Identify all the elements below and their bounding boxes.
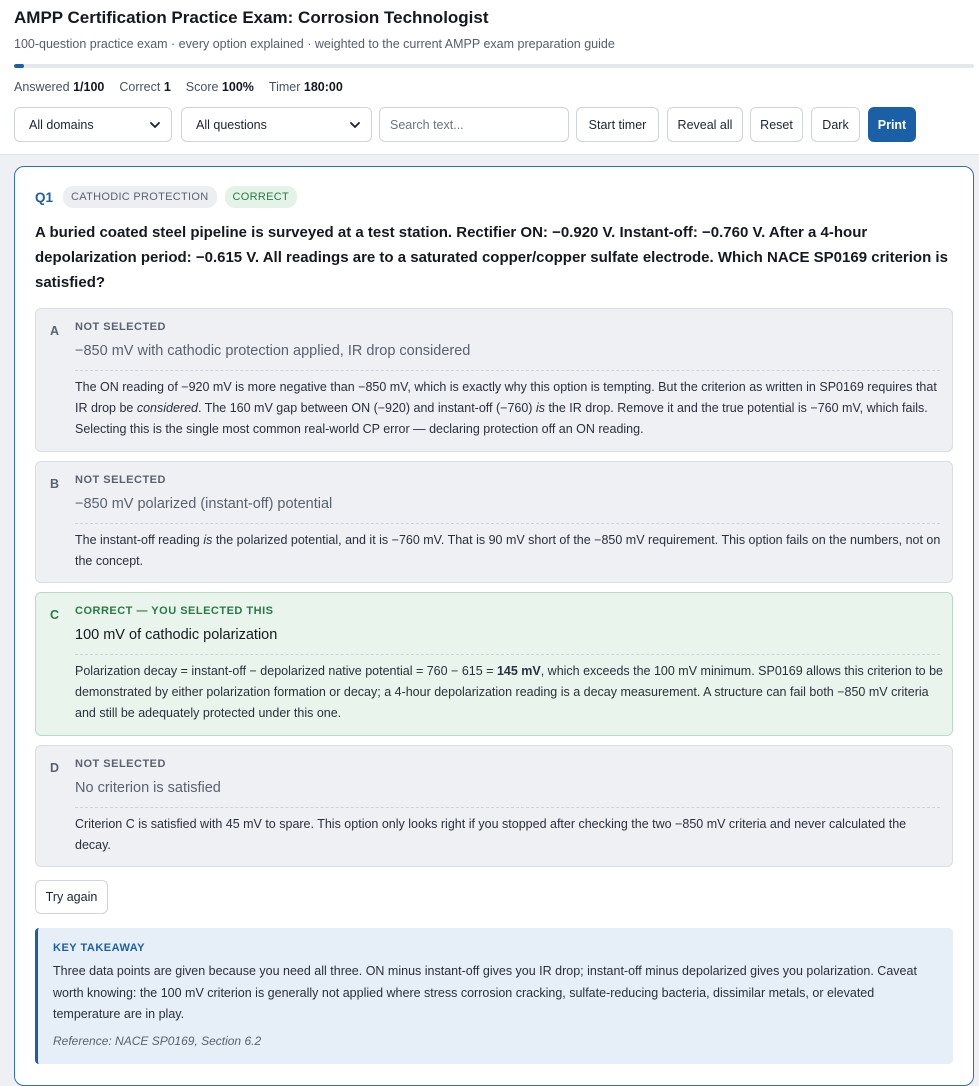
- option-divider: [75, 654, 940, 655]
- reset-button[interactable]: Reset: [750, 107, 803, 142]
- stat-correct-label: Correct: [119, 80, 161, 94]
- question-stem: A buried coated steel pipeline is surveyed at a test station. Rectifier ON: −0.920 V. Instant-off: −0.760 V. After a 4-hour depolarization period: −0.615 V. All readings are to a saturated copper/copper sulfate electrode. Which NACE SP0169 criterion is satisfied?: [35, 224, 948, 291]
- takeaway-body: Three data points are given because you need all three. ON minus instant-off gives you IR drop; instant-off minus depolarized gives you polarization. Caveat worth knowing: the 100 mV criterion is generally not applied where stress corrosion cracking, sulfate-reducing bacteria, dissimilar metals, or elevated temperature are in play.: [53, 964, 917, 1021]
- option-explanation: [75, 377, 943, 440]
- option-a[interactable]: [35, 308, 953, 452]
- chevron-down-icon: [149, 119, 161, 131]
- stat-score-value: 100%: [221, 80, 254, 94]
- explanation-text: The ON reading of −920 mV is more negative than −850 mV, which is exactly why this option is tempting. But the criterion as written in SP0169 requires that IR drop be: [75, 380, 937, 415]
- question-select-value: All questions: [196, 117, 267, 132]
- reveal-all-button[interactable]: Reveal all: [667, 107, 743, 142]
- explanation-bold: 145 mV: [496, 664, 541, 678]
- takeaway-label: KEY TAKEAWAY: [53, 942, 145, 954]
- page-header: [0, 0, 979, 155]
- question-number: Q1: [35, 189, 54, 205]
- explanation-emphasis: is: [535, 401, 545, 415]
- result-badge: CORRECT: [225, 186, 298, 208]
- key-takeaway: [35, 928, 953, 1064]
- option-explanation: [75, 661, 943, 724]
- domain-select-value: All domains: [29, 117, 94, 132]
- explanation-text: the IR drop. Remove it and the true potential is −760 mV, which fails. Selecting this is the single most common real-world CP error — declaring protection off an ON reading.: [75, 401, 928, 436]
- stat-correct: [119, 80, 170, 94]
- stat-answered-label: Answered: [14, 80, 70, 94]
- explanation-text: . The 160 mV gap between ON (−920) and instant-off (−760): [198, 401, 536, 415]
- option-text: 100 mV of cathodic polarization: [75, 627, 278, 643]
- chevron-down-icon: [349, 119, 361, 131]
- question-card: [14, 166, 974, 1086]
- option-explanation: [75, 530, 943, 572]
- option-divider: [75, 370, 940, 371]
- stat-correct-value: 1: [163, 80, 171, 94]
- option-b[interactable]: [35, 461, 953, 583]
- question-header: [35, 186, 297, 208]
- option-text: No criterion is satisfied: [75, 780, 221, 796]
- takeaway-reference: Reference: NACE SP0169, Section 6.2: [53, 1034, 262, 1048]
- option-letter: D: [50, 761, 60, 775]
- search-input[interactable]: [379, 107, 569, 142]
- question-select[interactable]: [181, 107, 372, 142]
- page-subtitle: 100-question practice exam · every option explained · weighted to the current AMPP exam preparation guide: [14, 37, 615, 51]
- stat-answered: [14, 80, 104, 94]
- explanation-emphasis: is: [203, 533, 213, 547]
- domain-select[interactable]: [14, 107, 172, 142]
- option-d[interactable]: [35, 745, 953, 867]
- dark-mode-button[interactable]: Dark: [811, 107, 860, 142]
- stat-timer-value: 180:00: [303, 80, 343, 94]
- option-text: −850 mV polarized (instant-off) potential: [75, 496, 333, 512]
- stat-score: [186, 80, 254, 94]
- option-c[interactable]: [35, 592, 953, 736]
- progress-bar: [14, 64, 974, 68]
- option-status: NOT SELECTED: [75, 321, 166, 333]
- page-title: AMPP Certification Practice Exam: Corrosion Technologist: [14, 8, 489, 27]
- progress-fill: [14, 64, 24, 68]
- stats-bar: [14, 80, 343, 94]
- option-status: NOT SELECTED: [75, 758, 166, 770]
- option-status: CORRECT — YOU SELECTED THIS: [75, 605, 274, 617]
- option-divider: [75, 523, 940, 524]
- explanation-text: Polarization decay = instant-off − depolarized native potential = 760 − 615 =: [75, 664, 497, 678]
- option-letter: A: [50, 324, 60, 338]
- explanation-text: The instant-off reading: [75, 533, 204, 547]
- option-explanation: Criterion C is satisfied with 45 mV to spare. This option only looks right if you stopped after checking the two −850 mV criteria and never calculated the decay.: [75, 817, 907, 852]
- domain-tag: CATHODIC PROTECTION: [63, 186, 217, 208]
- explanation-emphasis: considered: [136, 401, 198, 415]
- option-status: NOT SELECTED: [75, 474, 166, 486]
- print-button[interactable]: Print: [868, 107, 916, 142]
- option-letter: C: [50, 608, 60, 622]
- search-placeholder: Search text...: [390, 117, 464, 132]
- option-text: −850 mV with cathodic protection applied, IR drop considered: [75, 343, 471, 359]
- option-divider: [75, 807, 940, 808]
- stat-score-label: Score: [185, 80, 219, 94]
- stat-timer-label: Timer: [268, 80, 301, 94]
- stat-timer: [269, 80, 343, 94]
- stat-answered-value: 1/100: [73, 80, 105, 94]
- start-timer-button[interactable]: Start timer: [576, 107, 659, 142]
- try-again-button[interactable]: Try again: [35, 880, 108, 914]
- explanation-text: , which exceeds the 100 mV minimum. SP0169 allows this criterion to be demonstrated by either polarization formation or decay; a 4-hour depolarization reading is a decay measurement. A structure can fail both −850 mV criteria and still be adequately protected under this one.: [75, 664, 943, 720]
- explanation-text: the polarized potential, and it is −760 mV. That is 90 mV short of the −850 mV requirement. This option fails on the numbers, not on the concept.: [75, 533, 941, 568]
- option-letter: B: [50, 477, 60, 491]
